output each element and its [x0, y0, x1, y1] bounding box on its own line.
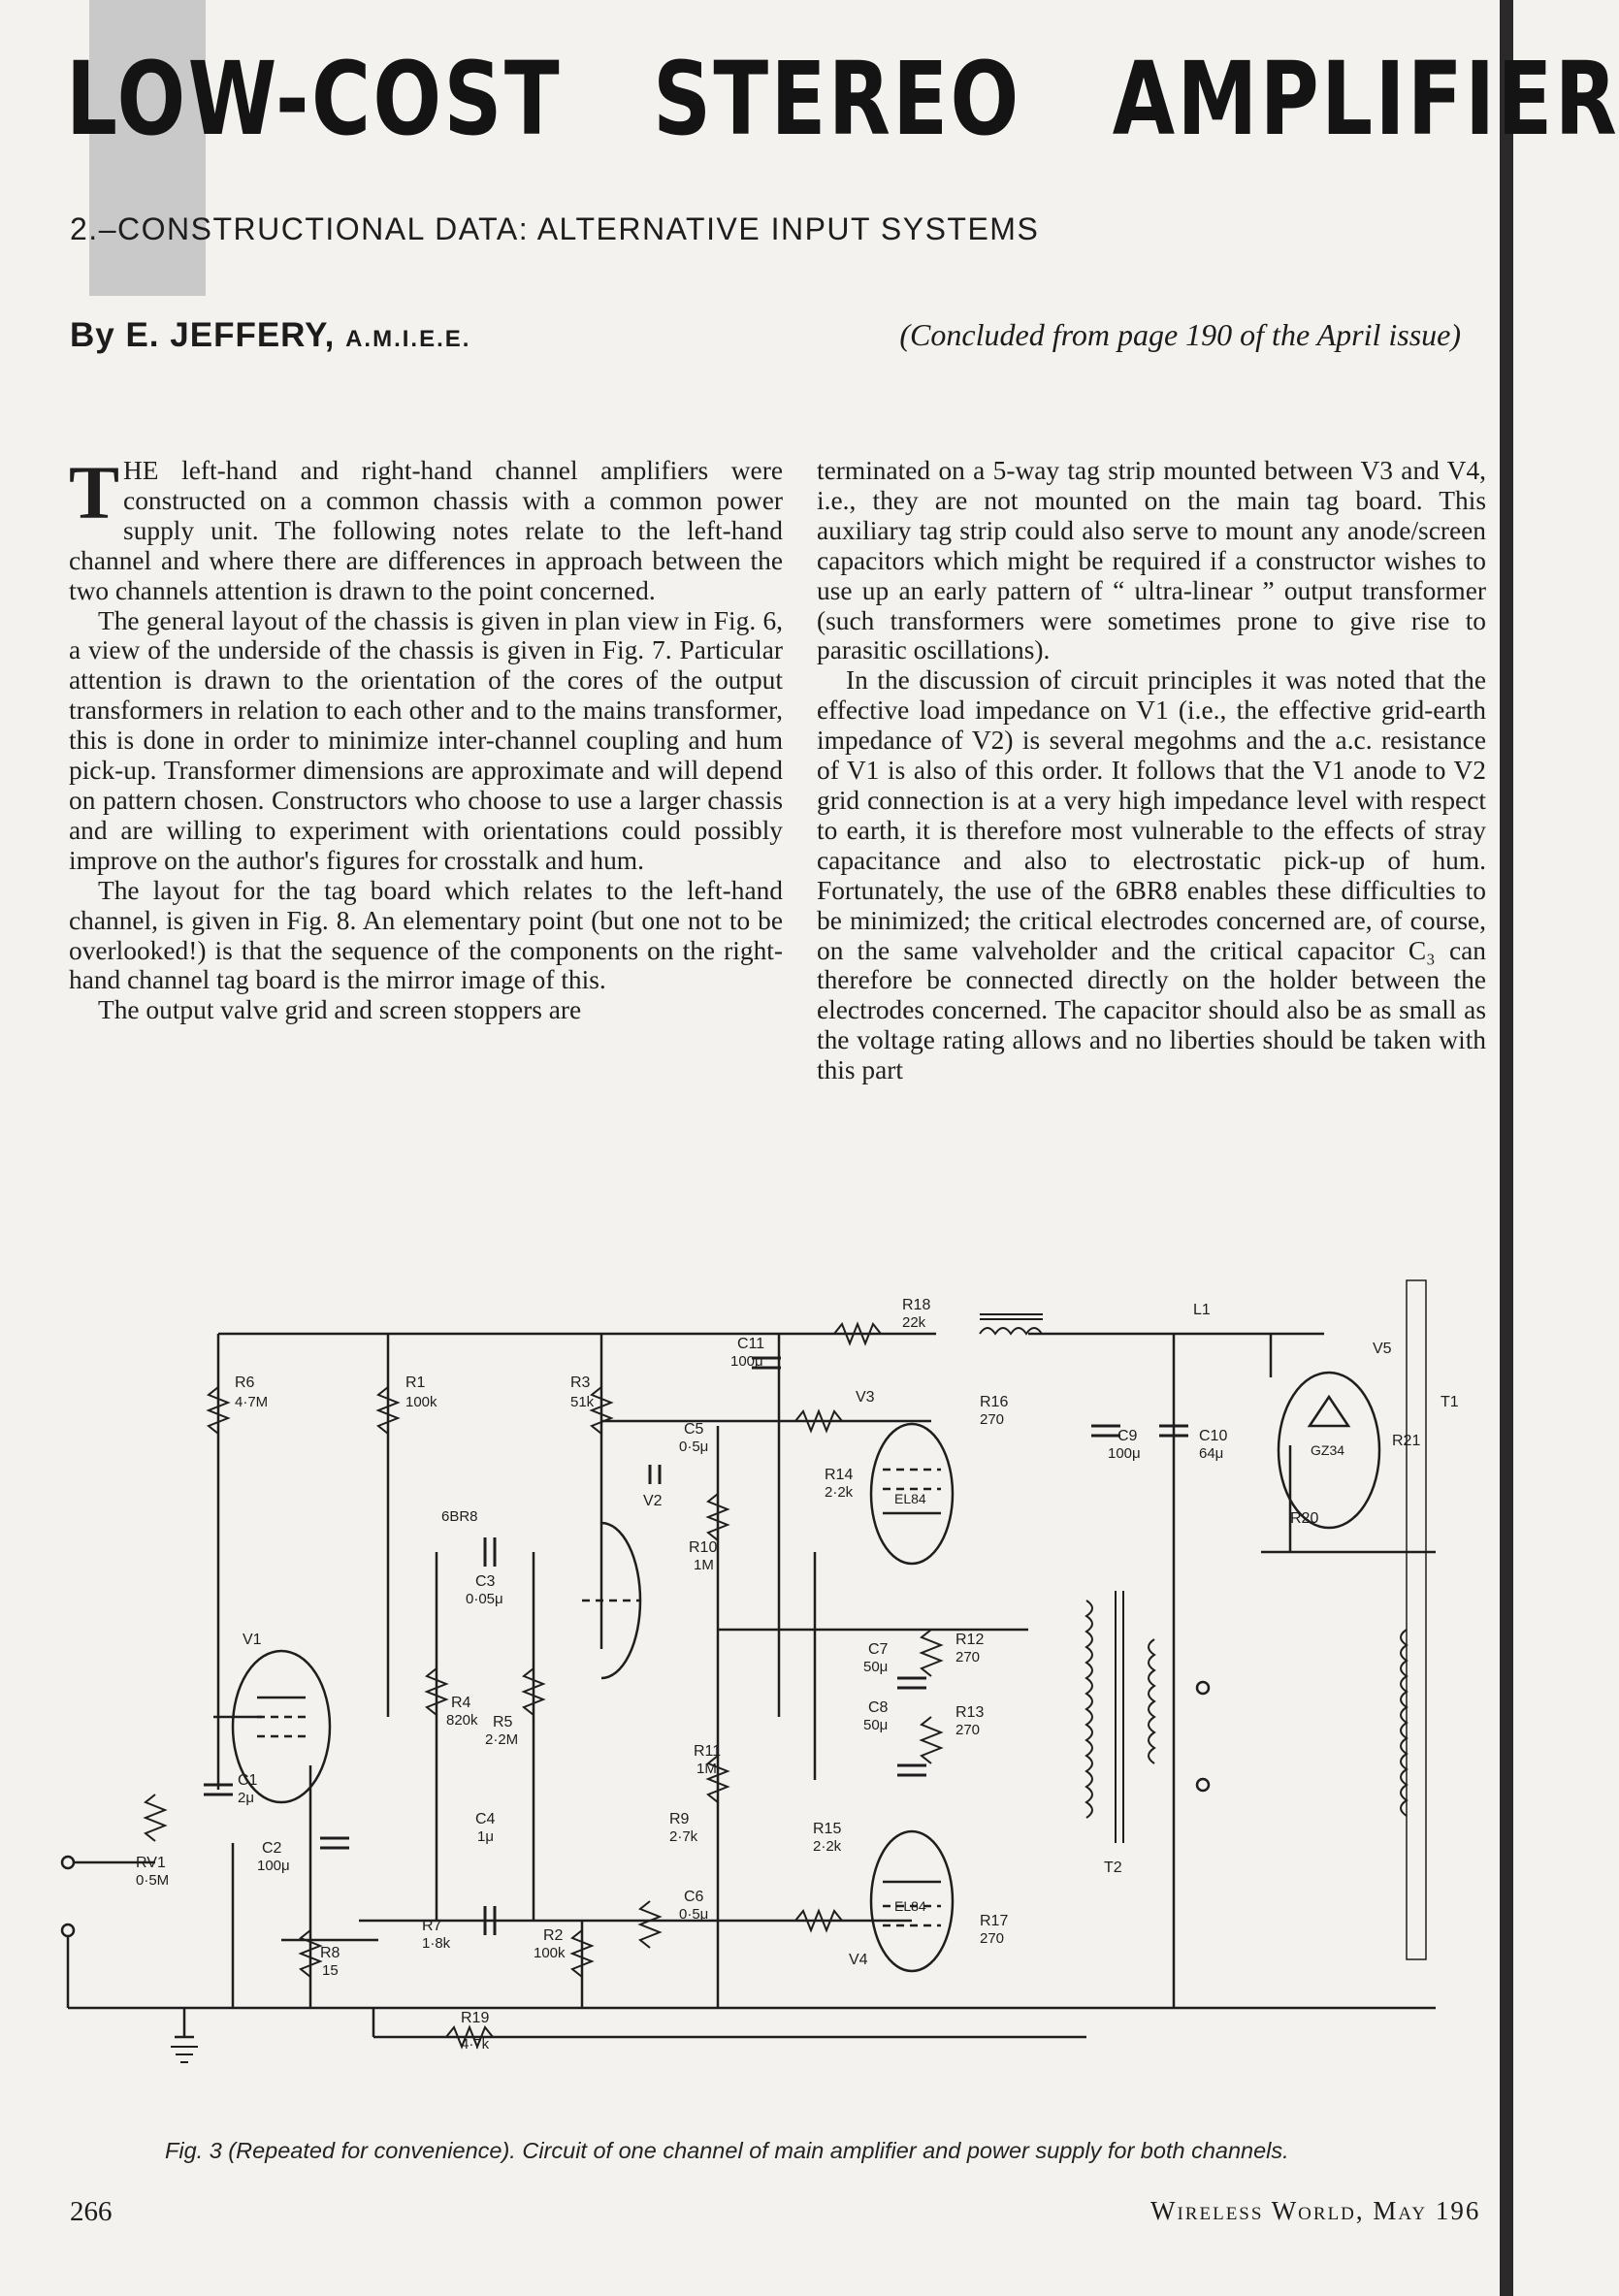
- label-RV1: RV1: [136, 1855, 166, 1871]
- value-R12: 270: [955, 1649, 981, 1665]
- value-R13: 270: [955, 1722, 981, 1738]
- paragraph: The general layout of the chassis is given in plan view in Fig. 6, a view of the underside of the chassis is given in Fig. 7. Particular attention is drawn to the orientation of the cores of the output transformers in relation to each other and to the mains transformer, this is done in order to minimize inter-channel coupling and hum pick-up. Transformer dimensions are approximate and will depend on pattern chosen. Constructors who choose to use a larger chassis and are willing to experiment with orientations could possibly improve on the author's figures for crosstalk and hum.: [69, 605, 783, 875]
- wiring: [68, 1334, 1436, 2037]
- value-V3: EL84: [894, 1491, 926, 1506]
- circuit-diagram: [58, 1261, 1459, 2053]
- label-R18: R18: [902, 1297, 931, 1313]
- label-R20: R20: [1290, 1510, 1319, 1527]
- author-name: By E. JEFFERY,: [70, 316, 336, 354]
- label-R19: R19: [461, 2010, 490, 2026]
- label-C7: C7: [868, 1641, 889, 1658]
- label-C1: C1: [238, 1772, 258, 1789]
- label-R5: R5: [493, 1714, 513, 1730]
- label-R13: R13: [955, 1704, 985, 1721]
- label-R8: R8: [320, 1945, 340, 1961]
- value-C10: 64μ: [1199, 1445, 1224, 1462]
- page-number: 266: [70, 2196, 113, 2227]
- label-C10: C10: [1199, 1428, 1228, 1444]
- value-R11: 1M: [696, 1761, 717, 1777]
- value-C2: 100μ: [257, 1858, 290, 1874]
- label-R1: R1: [405, 1374, 426, 1391]
- figure-caption: Fig. 3 (Repeated for convenience). Circuit of one channel of main amplifier and power supply for both channels.: [165, 2138, 1289, 2163]
- label-C3: C3: [475, 1573, 496, 1590]
- drop-cap: T: [69, 450, 120, 534]
- label-R17: R17: [980, 1913, 1009, 1929]
- label-V3: V3: [856, 1389, 875, 1406]
- label-V2: V2: [643, 1493, 663, 1509]
- label-T2: T2: [1104, 1859, 1122, 1876]
- value-C11: 100μ: [730, 1353, 763, 1370]
- label-V4: V4: [849, 1952, 868, 1968]
- author-credentials: A.M.I.E.E.: [345, 326, 471, 352]
- value-R6: 4·7M: [235, 1394, 269, 1410]
- label-C6: C6: [684, 1889, 704, 1905]
- label-R10: R10: [689, 1539, 718, 1556]
- concluded-note: (Concluded from page 190 of the April issue): [899, 317, 1461, 352]
- label-C2: C2: [262, 1840, 282, 1857]
- earth-symbol: [171, 2047, 198, 2062]
- value-R14: 2·2k: [825, 1484, 854, 1501]
- value-R2: 100k: [534, 1945, 566, 1961]
- value-R7: 1·8k: [422, 1935, 451, 1952]
- article-subtitle: 2.–CONSTRUCTIONAL DATA: ALTERNATIVE INPUT SYSTEMS: [70, 211, 1040, 246]
- byline: [70, 316, 470, 355]
- value-C7: 50μ: [863, 1659, 889, 1675]
- label-C11: C11: [737, 1336, 765, 1352]
- value-C8: 50μ: [863, 1717, 889, 1733]
- paragraph: The output valve grid and screen stoppers are: [98, 995, 582, 1025]
- label-R4: R4: [451, 1695, 471, 1711]
- label-V1: V1: [243, 1632, 262, 1648]
- page-edge-shadow: [1500, 0, 1513, 2296]
- value-R16: 270: [980, 1411, 1005, 1428]
- label-R2: R2: [543, 1927, 564, 1944]
- value-V2: 6BR8: [441, 1508, 478, 1525]
- value-R15: 2·2k: [813, 1838, 842, 1855]
- paragraph: THE left-hand and right-hand channel amplifiers were constructed on a common chassis with a common power supply unit. The following notes relate to the left-hand channel and where there are differences in approach between the two channels attention is drawn to the point concerned.: [69, 450, 783, 605]
- value-R9: 2·7k: [669, 1828, 698, 1845]
- value-RV1: 0·5M: [136, 1872, 170, 1889]
- label-R14: R14: [825, 1467, 854, 1483]
- paragraph: The layout for the tag board which relates to the left-hand channel, is given in Fig. 8. An elementary point (but one not to be overlooked!) is that the sequence of the components on the right-hand channel tag board is the mirror image of this.: [69, 875, 783, 995]
- valves: [233, 1373, 1379, 1971]
- journal-footer: Wireless World, May 196: [1150, 2196, 1481, 2225]
- value-R10: 1M: [694, 1557, 714, 1573]
- value-C3: 0·05μ: [466, 1591, 503, 1607]
- label-R21: R21: [1392, 1433, 1421, 1449]
- article-title: LOW-COST STEREO AMPLIFIER: [66, 40, 1619, 158]
- label-C4: C4: [475, 1811, 496, 1827]
- value-R17: 270: [980, 1930, 1005, 1947]
- value-R1: 100k: [405, 1394, 437, 1410]
- value-R8: 15: [322, 1962, 339, 1979]
- value-R18: 22k: [902, 1314, 926, 1331]
- label-T1: T1: [1441, 1394, 1459, 1410]
- value-C9: 100μ: [1108, 1445, 1141, 1462]
- value-C4: 1μ: [477, 1828, 494, 1845]
- value-R4: 820k: [446, 1712, 478, 1729]
- value-R5: 2·2M: [485, 1731, 519, 1748]
- label-R3: R3: [570, 1374, 591, 1391]
- left-column: [69, 450, 783, 1025]
- label-R12: R12: [955, 1632, 985, 1648]
- value-C1: 2μ: [238, 1790, 254, 1806]
- paragraph: terminated on a 5-way tag strip mounted between V3 and V4, i.e., they are not mounted on the main tag board. This auxiliary tag strip could also serve to mount any anode/screen capacitors which might be required if a constructor wishes to use up an early pattern of “ ultra-linear ” output transformer (such transformers were sometimes prone to give rise to parasitic oscillations).: [817, 456, 1486, 665]
- label-R16: R16: [980, 1394, 1009, 1410]
- paragraph: In the discussion of circuit principles it was noted that the effective load impedance on V1 (i.e., the effective grid-earth impedance of V2) is several megohms and the a.c. resistance of V1 is also of this order. It follows that the V1 anode to V2 grid connection is at a very high impedance level with respect to earth, it is therefore most vulnerable to the effects of stray capacitance and also to electrostatic pick-up of hum. Fortunately, the use of the 6BR8 enables these difficulties to be minimized; the critical electrodes concerned are, of course, on the same valveholder and the critical capacitor C₃ can therefore be connected directly on the holder between the electrodes concerned. The capacitor should also be as small as the voltage rating allows and no liberties should be taken with this part: [817, 665, 1486, 1085]
- value-C6: 0·5μ: [679, 1906, 709, 1923]
- circuit-svg: [58, 1261, 1459, 2053]
- transformers: [980, 1280, 1426, 1959]
- label-C5: C5: [684, 1421, 704, 1438]
- label-R11: R11: [694, 1743, 722, 1760]
- label-R9: R9: [669, 1811, 690, 1827]
- value-C5: 0·5μ: [679, 1439, 709, 1455]
- value-V5: GZ34: [1311, 1442, 1345, 1458]
- label-C8: C8: [868, 1699, 889, 1716]
- label-C9: C9: [1117, 1428, 1138, 1444]
- label-L1: L1: [1193, 1302, 1211, 1318]
- value-R3: 51k: [570, 1394, 595, 1410]
- value-V4: EL84: [894, 1898, 926, 1914]
- value-R19: 4·7k: [461, 2036, 490, 2053]
- label-R6: R6: [235, 1374, 255, 1391]
- label-R15: R15: [813, 1821, 842, 1837]
- label-R7: R7: [422, 1918, 442, 1934]
- right-column: [817, 456, 1486, 1085]
- label-V5: V5: [1373, 1341, 1392, 1357]
